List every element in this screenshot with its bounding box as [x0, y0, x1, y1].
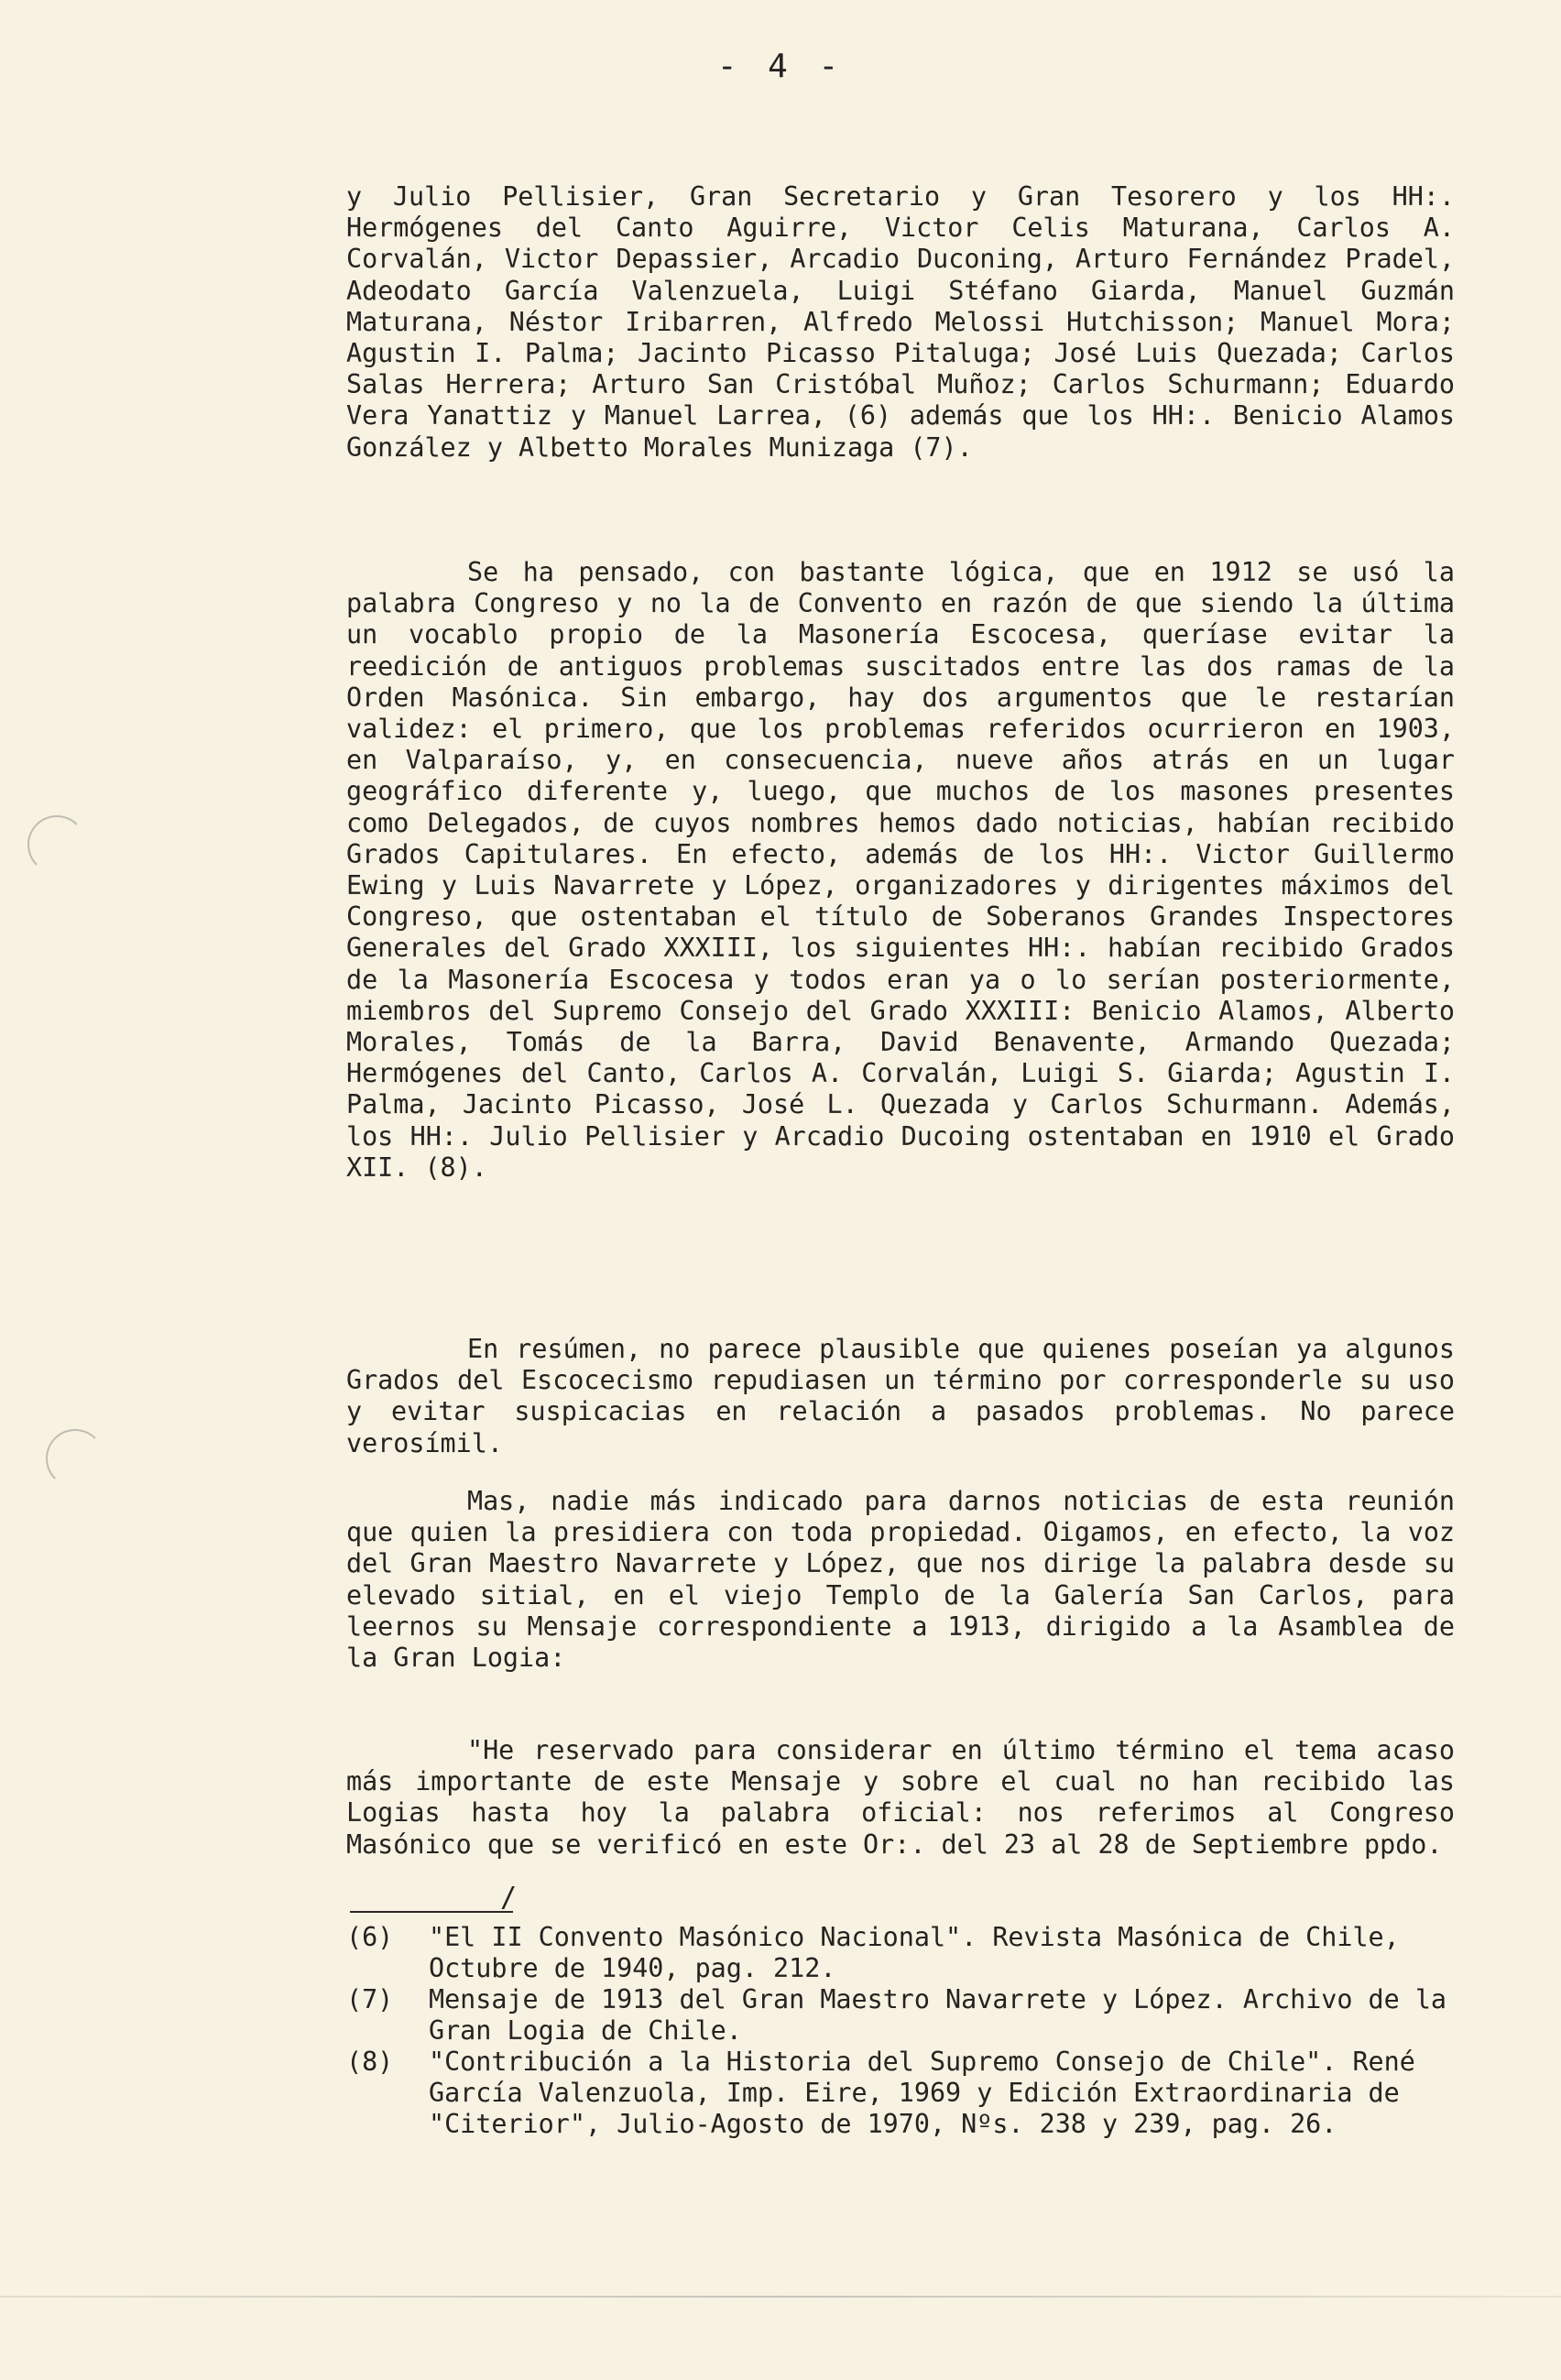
page-number: - 4 -	[716, 48, 845, 85]
footnote-8	[346, 2047, 1455, 2141]
footnote-7	[346, 1984, 1455, 2047]
footnote-separator-slash: /	[500, 1882, 518, 1914]
quoted-paragraph-text: "He reservado para considerar en último término el tema acaso más importante de este Mensaje y sobre el cual no han recibido las Logias hasta hoy la palabra oficial: nos referimos al Congreso Masónico que se verificó en este Or:. del 23 al 28 de Septiembre ppdo.	[346, 1735, 1455, 1860]
footnote-text: "Contribución a la Historia del Supremo Consejo de Chile". René García Valenzuola, Imp. Eire, 1969 y Edición Extraordinaria de "Citerior", Julio-Agosto de 1970, Nºs. 238 y 239, pag. 26.	[429, 2047, 1415, 2140]
paragraph-1-text: y Julio Pellisier, Gran Secretario y Gran Tesorero y los HH:. Hermógenes del Canto Aguirre, Victor Celis Maturana, Carlos A. Corvalán, Victor Depassier, Arcadio Duconing, Arturo Fernández Pradel, Adeodato García Valenzuela, Luigi Stéfano Giarda, Manuel Guzmán Maturana, Néstor Iribarren, Alfredo Melossi Hutchisson; Manuel Mora; Agustin I. Palma; Jacinto Picasso Pitaluga; José Luis Quezada; Carlos Salas Herrera; Arturo San Cristóbal Muñoz; Carlos Schurmann; Eduardo Vera Yanattiz y Manuel Larrea, (6) además que los HH:. Benicio Alamos González y Albetto Morales Munizaga (7).	[346, 181, 1455, 463]
quoted-paragraph	[346, 1735, 1455, 1861]
footnote-number: (7)	[346, 1984, 394, 2014]
footnote-number: (6)	[346, 1922, 394, 1952]
paragraph-4-text: Mas, nadie más indicado para darnos noticias de esta reunión que quien la presidiera con toda propiedad. Oigamos, en efecto, la voz del Gran Maestro Navarrete y López, que nos dirige la palabra desde su elevado sitial, en el viejo Templo de la Galería San Carlos, para leernos su Mensaje correspondiente a 1913, dirigido a la Asamblea de la Gran Logia:	[346, 1486, 1455, 1674]
paragraph-4	[346, 1486, 1455, 1674]
paragraph-3-text: En resúmen, no parece plausible que quienes poseían ya algunos Grados del Escocecismo repudiasen un término por corresponderle su uso y evitar suspicacias en relación a pasados problemas. No parece verosímil.	[346, 1334, 1455, 1458]
scan-edge-line	[0, 2296, 1561, 2298]
footnote-text: Mensaje de 1913 del Gran Maestro Navarrete y López. Archivo de la Gran Logia de Chile.	[429, 1984, 1447, 2047]
footnote-number: (8)	[346, 2047, 394, 2077]
punch-hole-mark	[46, 1429, 104, 1488]
paragraph-1	[346, 181, 1455, 464]
footnote-text: "El II Convento Masónico Nacional". Revista Masónica de Chile, Octubre de 1940, pag. 212.	[429, 1922, 1400, 1984]
paragraph-2	[346, 557, 1455, 1184]
paragraph-3	[346, 1334, 1455, 1459]
paragraph-2-text: Se ha pensado, con bastante lógica, que en 1912 se usó la palabra Congreso y no la de Convento en razón de que siendo la última un vocablo propio de la Masonería Escocesa, queríase evitar la reedición de antiguos problemas suscitados entre las dos ramas de la Orden Masónica. Sin embargo, hay dos argumentos que le restarían validez: el primero, que los problemas referidos ocurrieron en 1903, en Valparaíso, y, en consecuencia, nueve años atrás en un lugar geográfico diferente y, luego, que muchos de los masones presentes como Delegados, de cuyos nombres hemos dado noticias, habían recibido Grados Capitulares. En efecto, además de los HH:. Victor Guillermo Ewing y Luis Navarrete y López, organizadores y dirigentes máximos del Congreso, que ostentaban el título de Soberanos Grandes Inspectores Generales del Grado XXXIII, los siguientes HH:. habían recibido Grados de la Masonería Escocesa y todos eran ya o lo serían posteriormente, miembros del Supremo Consejo del Grado XXXIII: Benicio Alamos, Alberto Morales, Tomás de la Barra, David Benavente, Armando Quezada; Hermógenes del Canto, Carlos A. Corvalán, Luigi S. Giarda; Agustin I. Palma, Jacinto Picasso, José L. Quezada y Carlos Schurmann. Además, los HH:. Julio Pellisier y Arcadio Ducoing ostentaban en 1910 el Grado XII. (8).	[346, 557, 1455, 1183]
footnote-separator-rule	[350, 1911, 513, 1913]
footnote-6	[346, 1922, 1455, 1984]
punch-hole-mark	[27, 815, 86, 874]
